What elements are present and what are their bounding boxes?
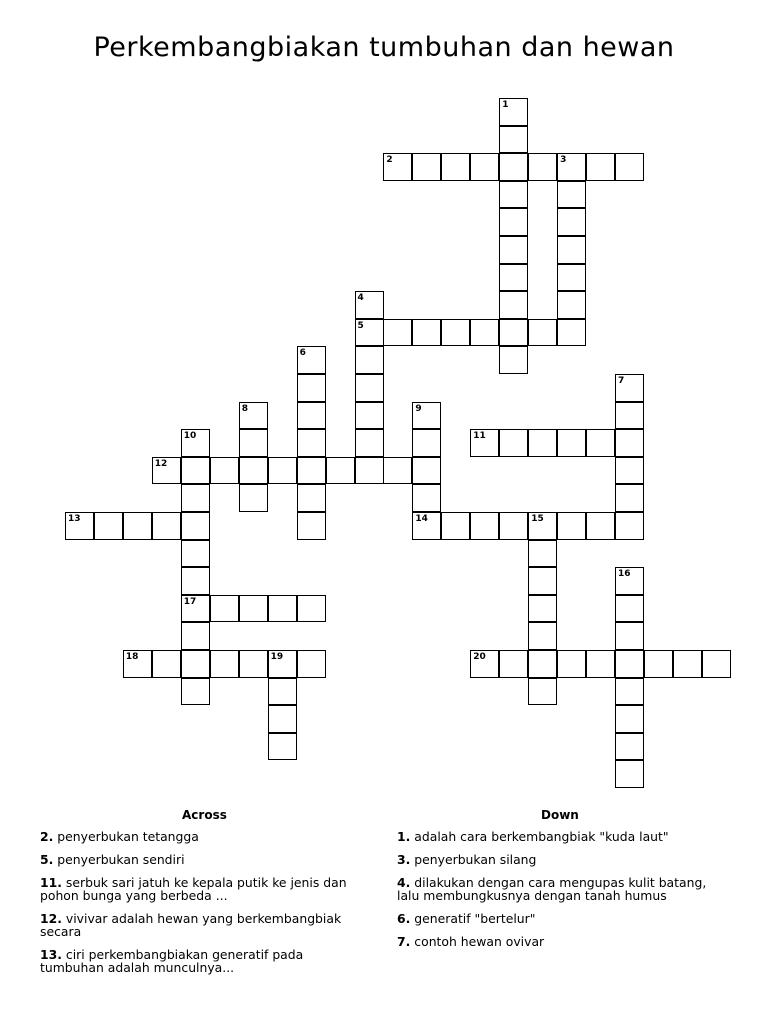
grid-cell[interactable] [557,291,586,319]
grid-cell[interactable] [586,512,615,540]
grid-cell[interactable] [615,733,644,761]
grid-cell[interactable] [152,650,181,678]
grid-cell[interactable] [326,457,355,485]
grid-cell[interactable] [499,153,528,181]
grid-cell[interactable] [673,650,702,678]
grid-cell[interactable] [268,457,297,485]
grid-cell[interactable] [615,153,644,181]
grid-cell[interactable] [470,319,499,347]
down-clues [397,830,727,958]
grid-cell[interactable] [615,484,644,512]
grid-cell[interactable] [615,402,644,430]
clue-across-2: 2. penyerbukan tetangga [40,829,199,844]
grid-cell[interactable] [268,650,297,678]
grid-cell[interactable] [528,540,557,568]
clue-number: 4 [357,293,364,304]
grid-cell[interactable] [644,650,673,678]
grid-cell[interactable] [181,650,210,678]
clue-number: 17 [183,596,197,607]
grid-cell[interactable] [123,512,152,540]
grid-cell[interactable] [297,346,326,374]
grid-cell[interactable] [94,512,123,540]
clue-number: 18 [125,652,139,662]
clue-number: 2 [386,155,393,166]
grid-cell[interactable] [586,650,615,678]
grid-cell[interactable] [181,595,210,623]
clue-number: 20 [473,652,486,662]
grid-cell[interactable] [152,512,181,540]
grid-cell[interactable] [528,622,557,650]
grid-cell[interactable] [239,457,268,485]
grid-cell[interactable] [615,650,644,678]
grid-cell[interactable] [383,319,412,347]
grid-cell[interactable] [355,457,384,485]
grid-cell[interactable] [528,567,557,595]
grid-cell[interactable] [499,264,528,292]
page-title: Perkembangbiakan tumbuhan dan hewan [93,32,675,63]
grid-cell[interactable] [355,374,384,402]
grid-cell[interactable] [355,319,384,347]
grid-cell[interactable] [615,512,644,540]
grid-cell[interactable] [412,153,441,181]
across-clues [40,830,370,984]
grid-cell[interactable] [181,512,210,540]
grid-cell[interactable] [557,319,586,347]
grid-cell[interactable] [586,153,615,181]
grid-cell[interactable] [239,650,268,678]
clue-number: 8 [241,403,248,414]
across-heading: Across [182,808,227,822]
grid-cell[interactable] [702,650,731,678]
grid-cell[interactable] [615,457,644,485]
grid-cell[interactable] [412,429,441,457]
down-heading: Down [541,808,579,822]
grid-cell[interactable] [239,402,268,430]
grid-cell[interactable] [499,98,528,126]
grid-cell[interactable] [557,208,586,236]
grid-cell[interactable] [297,484,326,512]
grid-cell[interactable] [557,512,586,540]
grid-cell[interactable] [528,595,557,623]
grid-cell[interactable] [210,457,239,485]
grid-cell[interactable] [181,678,210,706]
grid-cell[interactable] [499,208,528,236]
clue-number: 10 [183,431,197,442]
grid-cell[interactable] [499,291,528,319]
grid-cell[interactable] [181,567,210,595]
grid-cell[interactable] [499,319,528,347]
grid-cell[interactable] [210,595,239,623]
grid-cell[interactable] [355,346,384,374]
grid-cell[interactable] [383,153,412,181]
grid-cell[interactable] [268,595,297,623]
clue-down-3: 3. penyerbukan silang [397,852,537,867]
grid-cell[interactable] [615,622,644,650]
grid-cell[interactable] [557,264,586,292]
grid-cell[interactable] [412,402,441,430]
grid-cell[interactable] [499,650,528,678]
clue-across-13: 13. ciri perkembangbiakan generatif pada tumbuhan adalah munculnya... [40,947,304,975]
grid-cell[interactable] [268,705,297,733]
grid-cell[interactable] [412,484,441,512]
grid-cell[interactable] [152,457,181,485]
grid-cell[interactable] [297,512,326,540]
grid-cell[interactable] [557,236,586,264]
grid-cell[interactable] [615,678,644,706]
grid-cell[interactable] [355,429,384,457]
grid-cell[interactable] [355,291,384,319]
grid-cell[interactable] [557,181,586,209]
grid-cell[interactable] [297,457,326,485]
grid-cell[interactable] [297,429,326,457]
grid-cell[interactable] [499,429,528,457]
grid-cell[interactable] [499,512,528,540]
grid-cell[interactable] [615,595,644,623]
grid-cell[interactable] [297,402,326,430]
grid-cell[interactable] [181,429,210,457]
grid-cell[interactable] [499,126,528,154]
grid-cell[interactable] [499,346,528,374]
grid-cell[interactable] [528,319,557,347]
grid-cell[interactable] [181,540,210,568]
grid-cell[interactable] [441,319,470,347]
clue-number: 7 [618,376,625,386]
grid-cell[interactable] [383,457,412,485]
clue-number: 13 [68,514,81,524]
clue-number: 15 [531,514,544,524]
grid-cell[interactable] [181,484,210,512]
grid-cell[interactable] [470,153,499,181]
clue-number: 1 [502,100,509,110]
grid-cell[interactable] [557,650,586,678]
clue-down-6: 6. generatif "bertelur" [397,911,536,926]
clue-number: 5 [357,320,364,331]
grid-cell[interactable] [297,595,326,623]
grid-cell[interactable] [615,760,644,788]
grid-cell[interactable] [615,374,644,402]
grid-cell[interactable] [615,705,644,733]
grid-cell[interactable] [470,512,499,540]
grid-cell[interactable] [499,236,528,264]
grid-cell[interactable] [65,512,94,540]
clue-number: 9 [415,403,422,414]
grid-cell[interactable] [239,595,268,623]
clue-number: 19 [270,652,284,662]
clue-down-4: 4. dilakukan dengan cara mengupas kulit batang, lalu membungkusnya dengan tanah humus [397,875,707,903]
grid-cell[interactable] [297,374,326,402]
grid-cell[interactable] [470,429,499,457]
grid-cell[interactable] [441,512,470,540]
grid-cell[interactable] [528,512,557,540]
clue-number: 3 [560,155,567,166]
grid-cell[interactable] [123,650,152,678]
clue-across-11: 11. serbuk sari jatuh ke kepala putik ke jenis dan pohon bunga yang berbeda ... [40,875,347,903]
grid-cell[interactable] [297,650,326,678]
grid-cell[interactable] [268,678,297,706]
grid-cell[interactable] [557,153,586,181]
grid-cell[interactable] [470,650,499,678]
clue-number: 12 [154,458,168,469]
grid-cell[interactable] [557,429,586,457]
grid-cell[interactable] [615,567,644,595]
grid-cell[interactable] [239,429,268,457]
grid-cell[interactable] [615,429,644,457]
grid-cell[interactable] [412,319,441,347]
grid-cell[interactable] [528,678,557,706]
clue-number: 14 [415,514,428,524]
grid-cell[interactable] [412,457,441,485]
grid-cell[interactable] [528,153,557,181]
clue-number: 11 [473,431,486,442]
grid-cell[interactable] [210,650,239,678]
grid-cell[interactable] [268,733,297,761]
grid-cell[interactable] [528,650,557,678]
clue-down-1: 1. adalah cara berkembangbiak "kuda laut" [397,829,669,844]
grid-cell[interactable] [586,429,615,457]
grid-cell[interactable] [528,429,557,457]
grid-cell[interactable] [441,153,470,181]
clue-number: 6 [299,348,306,359]
grid-cell[interactable] [499,181,528,209]
clue-across-5: 5. penyerbukan sendiri [40,852,185,867]
grid-cell[interactable] [355,402,384,430]
clue-across-12: 12. vivivar adalah hewan yang berkembangbiak secara [40,911,342,939]
grid-cell[interactable] [239,484,268,512]
grid-cell[interactable] [181,457,210,485]
clue-number: 16 [618,569,631,580]
grid-cell[interactable] [412,512,441,540]
clue-down-7: 7. contoh hewan ovivar [397,934,545,949]
grid-cell[interactable] [181,622,210,650]
